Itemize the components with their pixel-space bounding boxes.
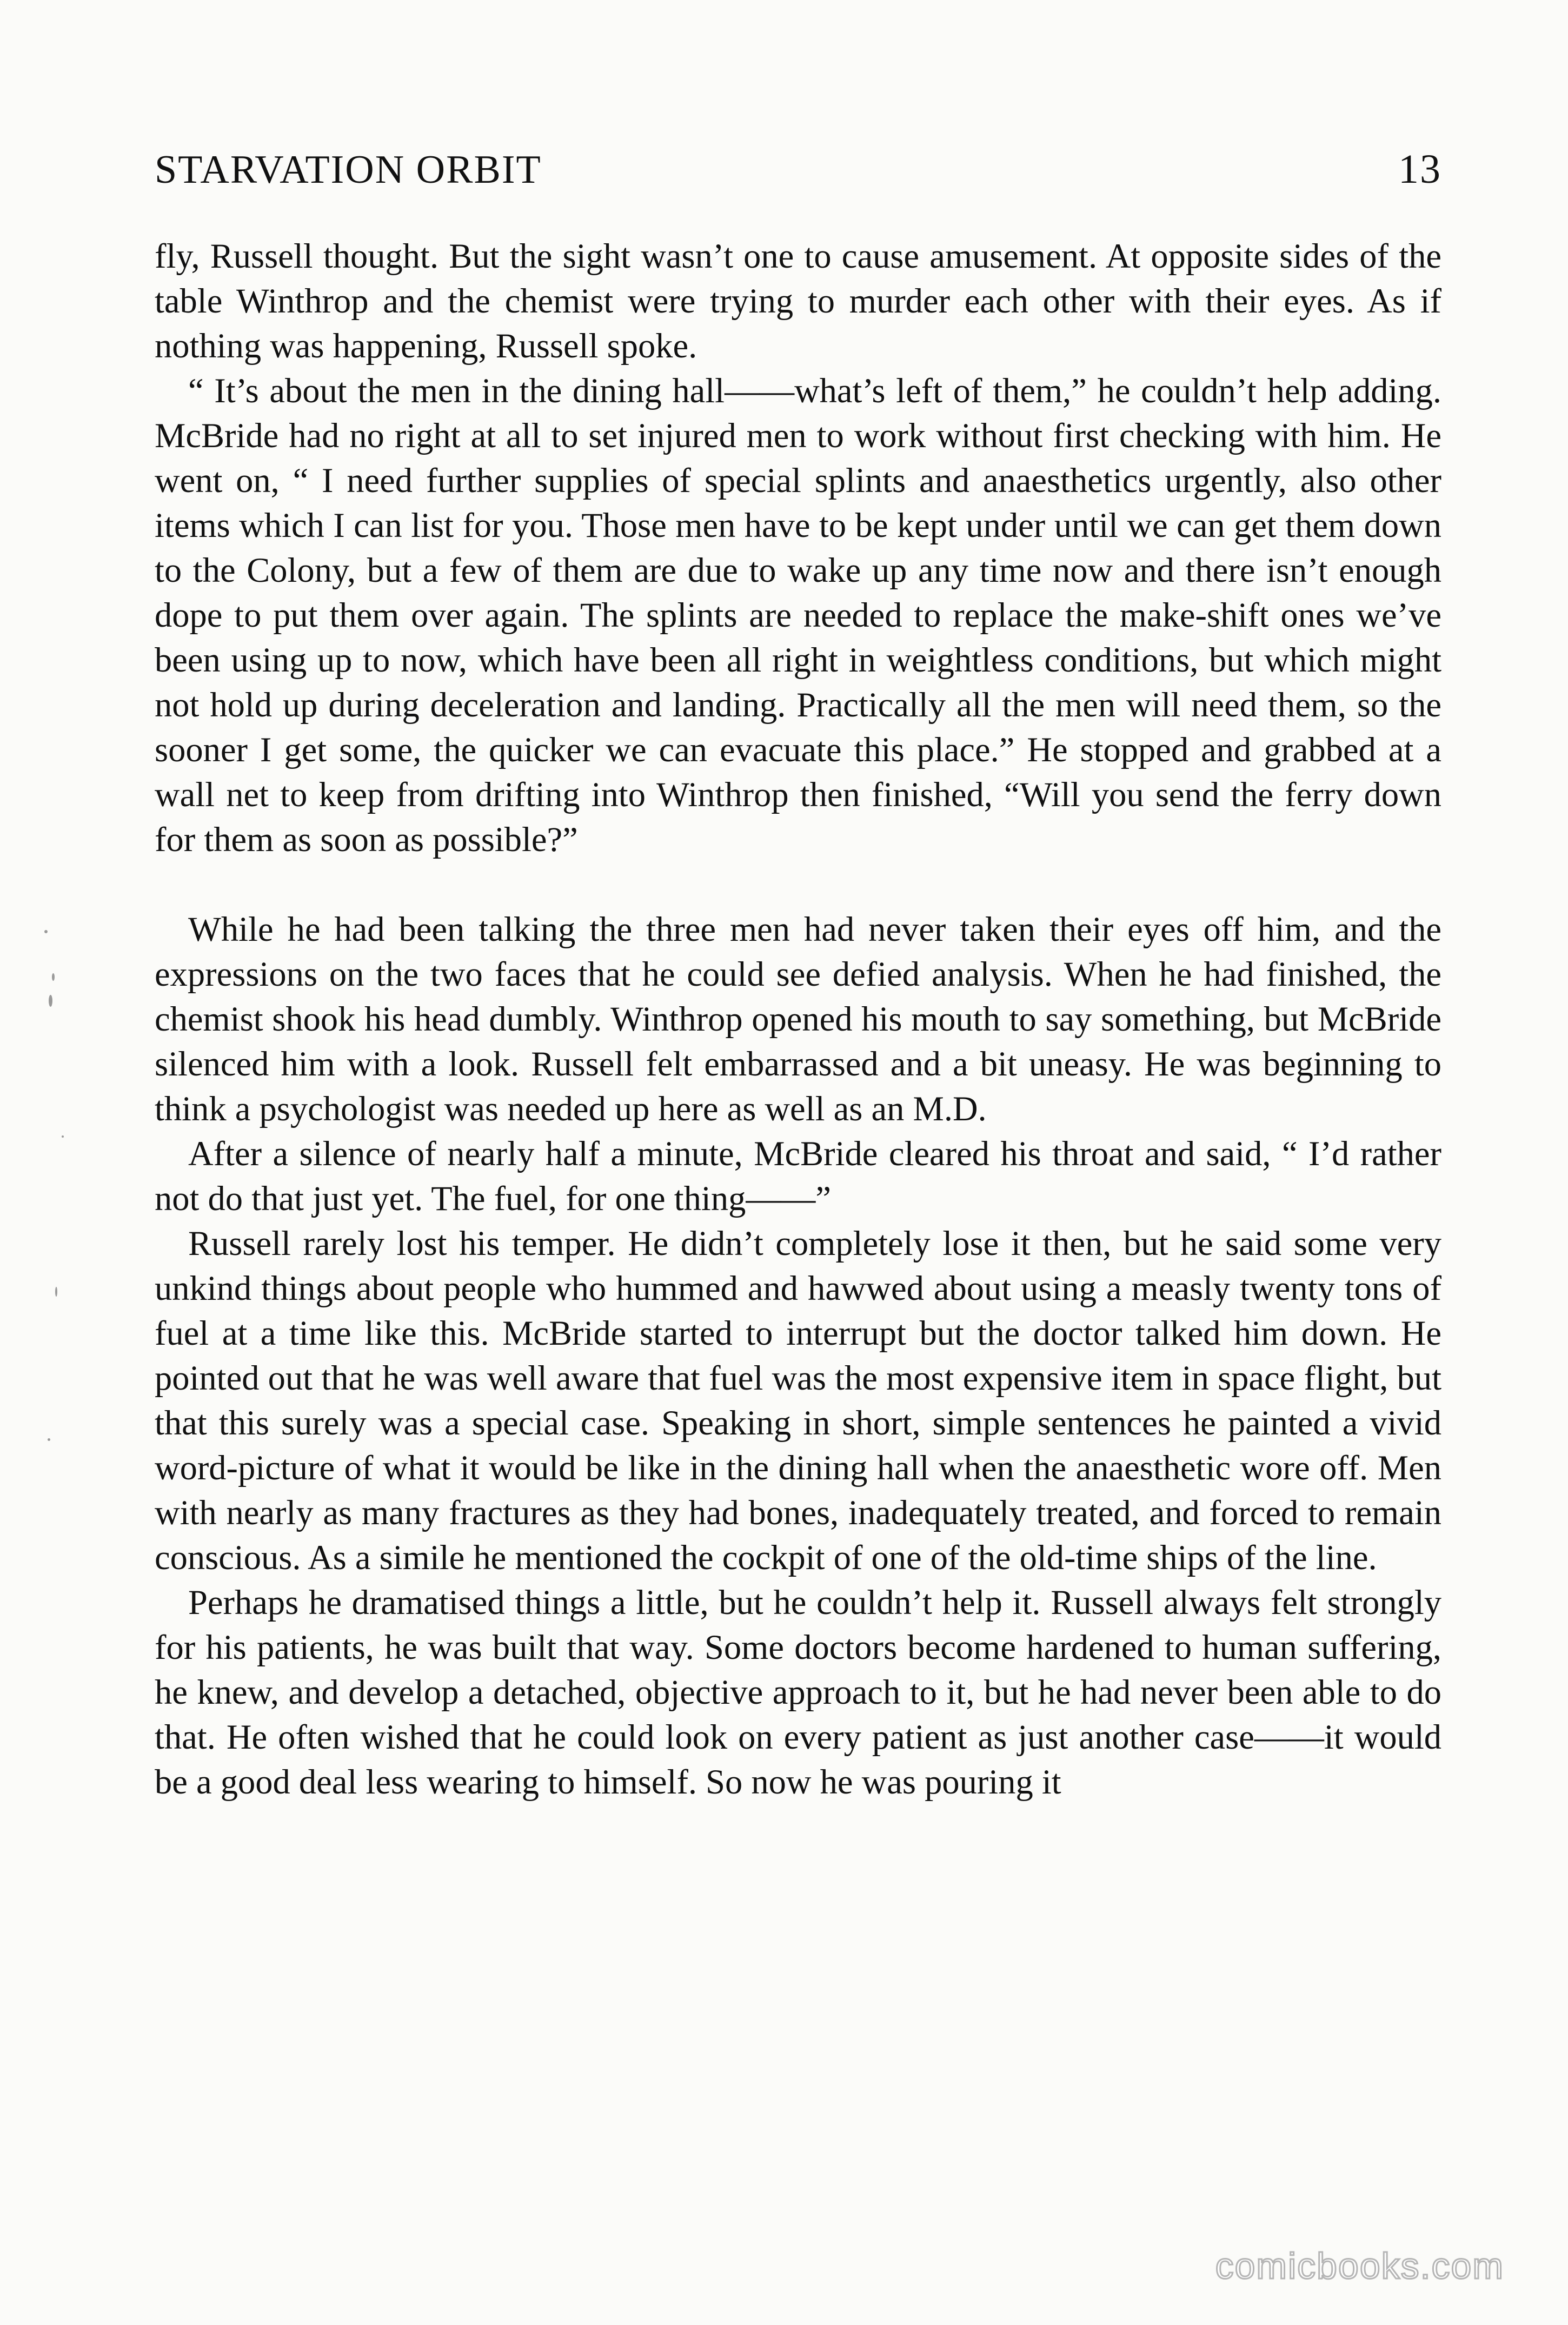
watermark: comicbooks.com (1215, 2246, 1504, 2287)
paragraph-6: Perhaps he dramatised things a little, but he couldn’t help it. Russell always felt strongly for his patients, he was built that way. Some doctors become hardened to human suffering, he knew, and develop a detached, objective approach to it, but he had never been able to do that. He often wished that he could look on every patient as just another case——it would be a good deal less wearing to himself. So now he was pouring it (155, 1583, 1441, 1801)
book-page (155, 146, 1441, 1804)
paragraph-4: After a silence of nearly half a minute, McBride cleared his throat and said, “ I’d rather not do that just yet. The fuel, for one thing——” (155, 1134, 1441, 1218)
running-head (155, 146, 1441, 205)
page-number: 13 (1398, 147, 1441, 192)
paragraph-3: While he had been talking the three men had never taken their eyes off him, and the expressions on the two faces that he could see defied analysis. When he had finished, the chemist shook his head dumbly. Winthrop opened his mouth to say something, but McBride silenced him with a look. Russell felt embarrassed and a bit uneasy. He was beginning to think a psychologist was needed up here as well as an M.D. (155, 910, 1441, 1128)
running-title: STARVATION ORBIT (155, 148, 542, 192)
paragraph-2: “ It’s about the men in the dining hall——what’s left of them,” he couldn’t help adding. McBride had no right at all to set injured men to work without first checking with him. He went on, “ I need further supplies of special splints and anaesthetics urgently, also other items which I can list for you. Those men have to be kept under until we can get them down to the Colony, but a few of them are due to wake up any time now and there isn’t enough dope to put them over again. The splints are needed to replace the make-shift ones we’ve been using up to now, which have been all right in weightless conditions, but which might not hold up during deceleration and landing. Practically all the men will need them, so the sooner I get some, the quicker we can evacuate this place.” He stopped and grabbed at a wall net to keep from drifting into Winthrop then finished, “Will you send the ferry down for them as soon as possible?” (155, 371, 1441, 859)
paragraph-1: fly, Russell thought. But the sight wasn’t one to cause amusement. At opposite sides of the table Winthrop and the chemist were trying to murder each other with their eyes. As if nothing was happening, Russell spoke. (155, 237, 1441, 365)
margin-specks (34, 908, 77, 1503)
paragraph-5: Russell rarely lost his temper. He didn’t completely lose it then, but he said some very unkind things about people who hummed and hawwed about using a measly twenty tons of fuel at a time like this. McBride started to interrupt but the doctor talked him down. He pointed out that he was well aware that fuel was the most expensive item in space flight, but that this surely was a special case. Speaking in short, simple sentences he painted a vivid word-picture of what it would be like in the dining hall when the anaesthetic wore off. Men with nearly as many fractures as they had bones, inadequately treated, and forced to remain conscious. As a simile he mentioned the cockpit of one of the old-time ships of the line. (155, 1224, 1441, 1577)
body-text (155, 234, 1441, 1804)
